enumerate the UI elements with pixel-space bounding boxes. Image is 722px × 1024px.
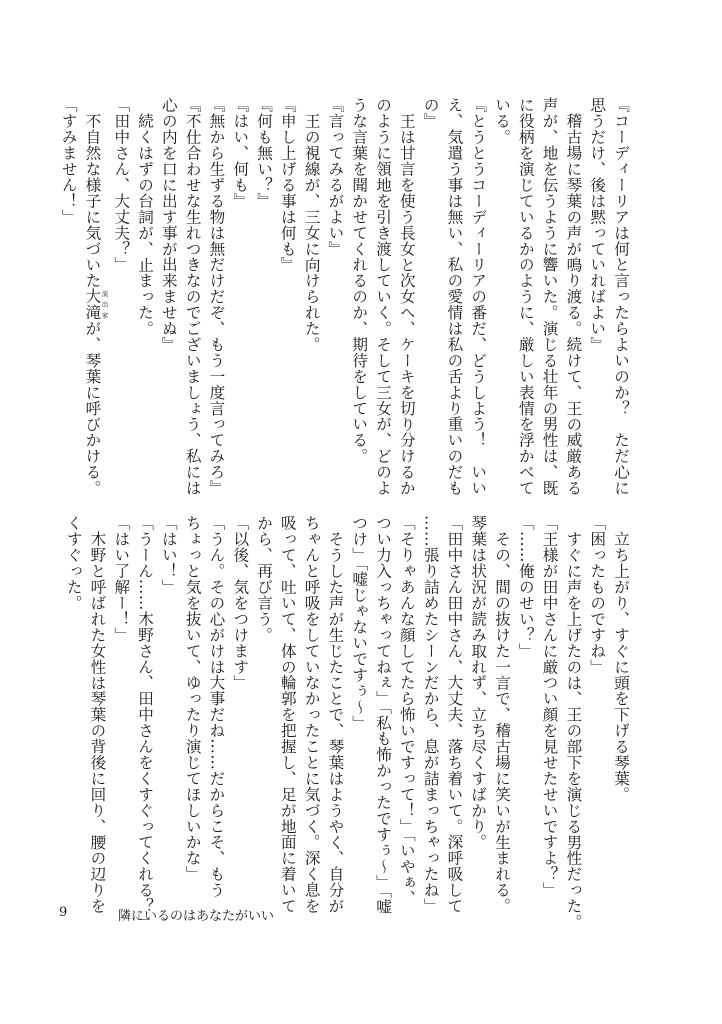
text-line: 心の内を口に出す事が出来ませぬ』	[159, 97, 178, 353]
text-line: 立ち上がり、すぐに頭を下げる琴葉。	[612, 530, 630, 802]
text-line: 「王様が田中さんに厳つい顔を見せたせいですよ？」	[540, 515, 559, 898]
text-line: 『何も無い？』	[255, 97, 274, 209]
ruby-annotation: 演出家	[100, 288, 109, 320]
page-number: 9	[59, 905, 68, 920]
running-title: 隣にいるのはあなたがいい	[118, 909, 275, 924]
text-line: 「はい了解ー！」	[112, 515, 131, 643]
text-line: に役柄を演じているかのように、厳しい表情を浮かべて	[516, 97, 535, 496]
text-line: 吸って、吐いて、体の輪郭を把握し、足が地面に着いて	[278, 515, 297, 914]
text-line: のように領地を引き渡していく。そして三女が、どのよ	[374, 97, 393, 496]
text-line: 稽古場に琴葉の声が鳴り渡る。続けて、王の威厳ある	[564, 112, 583, 496]
text-line: 思うだけ、後は黙っていればよい』	[588, 97, 607, 353]
text-line: 「田中さん田中さん、大丈夫、落ち着いて。深呼吸して	[445, 515, 464, 914]
text-line: 「うん。その心がけは大事だね……だからこそ、もう	[207, 515, 226, 898]
text-line: 『コーディーリアは何と言ったらよいのか？ ただ心に	[612, 97, 630, 496]
ruby-base: 大滝	[83, 288, 102, 320]
text-line: つい力入っちゃってねぇ」「私も怖かったですぅ～」「嘘	[374, 515, 393, 915]
text-line: そうした声が生じたことで、琴葉はようやく、自分が	[326, 530, 345, 914]
text-line: 王の視線が、三女に向けられた。	[302, 112, 321, 352]
text-line-with-ruby	[80, 97, 109, 497]
text-line: ちゃんと呼吸をしていなかったことに気づく。深く息を	[302, 515, 321, 914]
text-line: から、再び言う。	[255, 515, 274, 643]
text-line: ……張り詰めたシーンだから、息が詰まっちゃったね」	[421, 515, 440, 914]
text-line: 「そりゃあんな顔してたら怖いですって！」「いやぁ、	[397, 515, 416, 906]
text-line: うな言葉を聞かせてくれるのか、期待をしている。	[350, 97, 369, 464]
text-line: その、間の抜けた一言で、稽古場に笑いが生まれる。	[493, 530, 512, 914]
text-line: の』	[421, 97, 440, 129]
text-line: 「すみません！」	[59, 97, 78, 225]
text-line: 「以後、気をつけます」	[231, 515, 250, 691]
text-line: 続くはずの台詞が、止まった。	[136, 112, 155, 336]
text-line: 琴葉は状況が読み取れず、立ち尽くすばかり。	[469, 515, 488, 850]
text-line: 「田中さん、大丈夫？」	[112, 97, 131, 273]
top-text-block	[59, 97, 632, 497]
text-line: 「困ったものですね」	[588, 515, 607, 675]
text-line: え、気遣う事は無い、私の愛情は私の舌より重いのだも	[445, 97, 464, 496]
text-line: いる。	[493, 97, 512, 145]
text-line: 木野と呼ばれた女性は琴葉の背後に回り、腰の辺りを	[88, 530, 107, 914]
text-line: 「……俺のせい？」	[516, 515, 535, 659]
text-segment: が、琴葉に呼びかける。	[83, 319, 102, 496]
text-segment: 不自然な様子に気づいた	[83, 112, 102, 289]
ruby-word	[83, 288, 109, 320]
text-line: 『不仕合わせな生れつきなのでございましょう、私には	[183, 97, 202, 496]
text-line: くすぐった。	[64, 515, 83, 611]
text-line: 『はい、何も』	[231, 97, 250, 209]
text-line: 「はい！」	[159, 515, 178, 595]
text-line: 「うーん……木野さん、田中さんをくすぐってくれる？」	[136, 515, 155, 930]
text-line: 『申し上げる事は何も』	[278, 97, 297, 273]
text-line: 『言ってみるがよい』	[326, 97, 345, 257]
text-line: すぐに声を上げたのは、王の部下を演じる男性だった。	[564, 530, 583, 930]
text-line: ちょっと気を抜いて、ゆったり演じてほしいかな」	[183, 515, 202, 882]
text-line: 『無から生ずる物は無だけだぞ、もう一度言ってみろ』	[207, 97, 226, 496]
text-line: 声が、地を伝うように響いた。演じる壮年の男性は、既	[540, 97, 559, 496]
text-line: 王は甘言を使う長女と次女へ、ケーキを切り分けるか	[397, 112, 416, 496]
text-line: つけ」「嘘じゃないですぅ～」	[350, 515, 369, 731]
text-line: 『とうとうコーディーリアの番だ、どうしよう！ いい	[469, 97, 488, 496]
